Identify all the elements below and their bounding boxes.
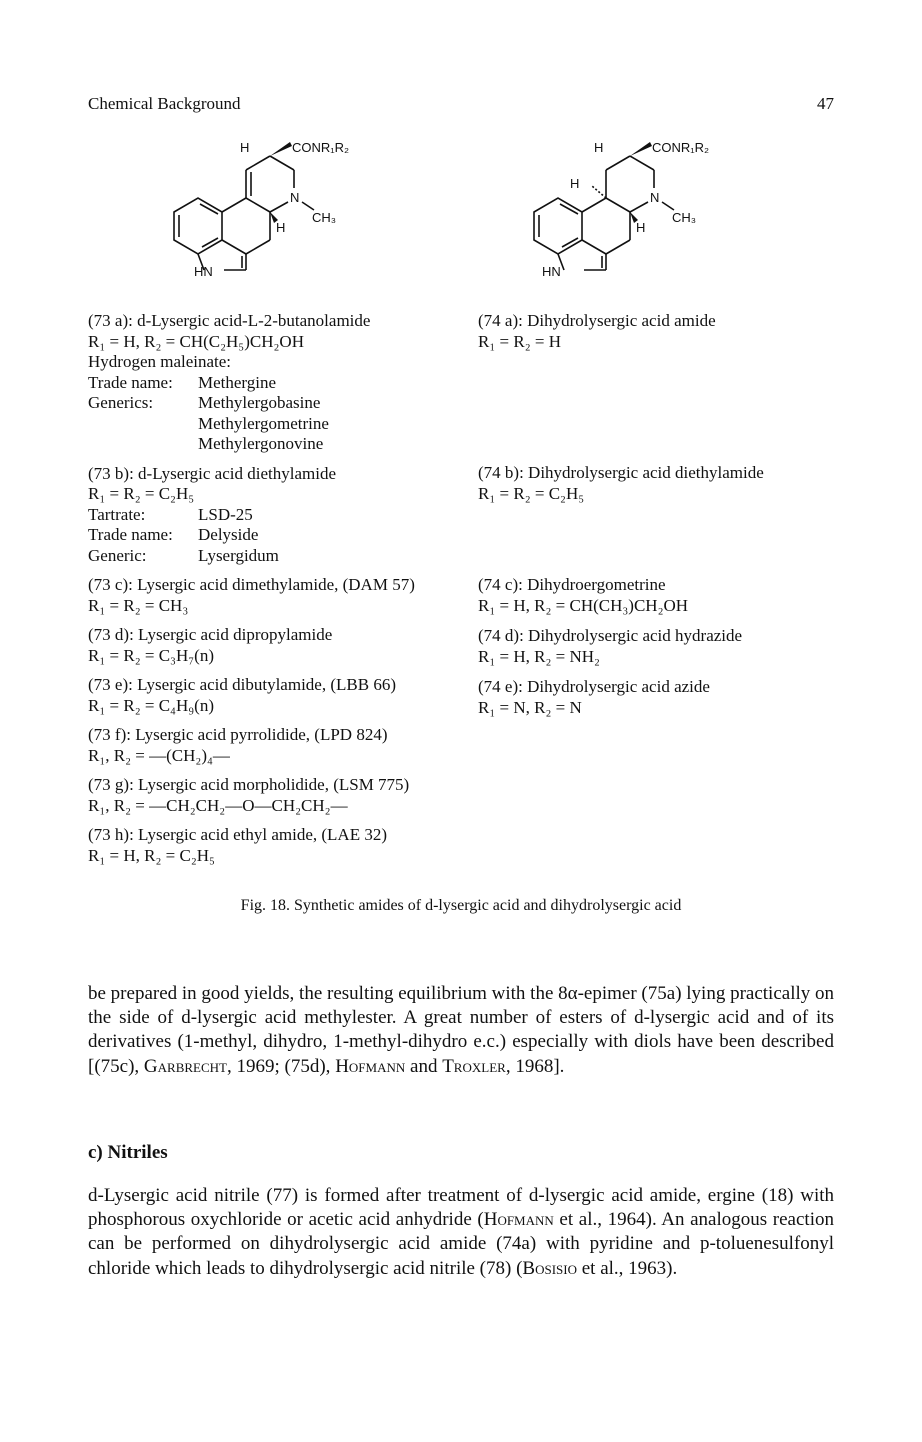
right-stereo-h: H — [594, 140, 604, 155]
right-substituent: CONR₁R₂ — [652, 140, 710, 155]
trade-name-value: Methergine — [198, 372, 277, 392]
paragraph-text: et al., 1964). An analogous reaction can be performed on dihydrolysergic acid amide (74a) with pyridine and p-toluenesulfonyl chloride which leads to dihydrolysergic acid nitrile (78) ( — [88, 1209, 834, 1279]
entry-r-line: R₁ = R₂ = C₃H₇(n) — [88, 645, 214, 665]
right-entry-b — [478, 463, 764, 504]
author-name: Hofmann — [483, 1209, 554, 1231]
author-name: Hofmann — [335, 1055, 406, 1077]
entry-label: (73 b): d-Lysergic acid diethylamide — [88, 463, 337, 483]
entry-label: (73 e): Lysergic acid dibutylamide, (LBB 66) — [88, 675, 396, 694]
page-number: 47 — [817, 94, 834, 113]
entry-label: (73 g): Lysergic acid morpholidide, (LSM 775) — [88, 775, 410, 794]
right-entry-d — [478, 626, 742, 667]
paragraph-text: be prepared in good yields, the resulting equilibrium with the 8α-epimer (75a) lying practically on the side of d-lysergic acid methylester. A great number of esters of d-lysergic acid and of its derivatives (1-methyl, dihydro, 1-methyl-dihydro e.c.) especially with diols have been described [(75c), — [88, 983, 835, 1077]
generic-value: Methylergonovine — [198, 434, 324, 453]
left-hn: HN — [194, 264, 213, 279]
left-stereo-h: H — [240, 140, 250, 155]
entry-label: (73 f): Lysergic acid pyrrolidide, (LPD 824) — [88, 725, 388, 744]
left-substituent: CONR₁R₂ — [292, 140, 350, 155]
author-name: Troxler — [442, 1055, 506, 1077]
author-name: Bosisio — [522, 1257, 577, 1279]
salt-value: LSD-25 — [198, 504, 253, 524]
entry-r-line: R₁ = R₂ = C₂H₅ — [478, 483, 585, 503]
paragraph-text: d-Lysergic acid nitrile (77) is formed after treatment of d-lysergic acid amide, ergine (18) with phosphorous oxychloride or acetic acid anhydride ( — [88, 1185, 834, 1231]
entry-r-line: R₁ = R₂ = CH₃ — [88, 595, 189, 615]
entry-label: (74 e): Dihydrolysergic acid azide — [478, 677, 710, 696]
author-name: Garbrecht — [143, 1055, 227, 1077]
generics-key: Generics: — [88, 393, 154, 412]
entry-r-line: R₁ = H, R₂ = CH(C₂H₅)CH₂OH — [88, 331, 304, 351]
right-hn: HN — [542, 264, 561, 279]
right-nitrogen: N — [650, 190, 660, 205]
structure-lysergic-amide — [162, 130, 382, 290]
left-h: H — [276, 220, 286, 235]
entry-label: (73 a): d-Lysergic acid-L-2-butanolamide — [88, 311, 371, 330]
structure-dihydrolysergic-amide-drawing — [522, 130, 742, 290]
body-paragraph-1 — [88, 982, 834, 1079]
right-h10: H — [570, 176, 580, 191]
generic-key: Generic: — [88, 545, 147, 565]
entry-73c — [88, 575, 415, 616]
entry-73h — [88, 825, 415, 866]
generic-value: Lysergidum — [198, 545, 279, 565]
salt-key: Tartrate: — [88, 504, 146, 524]
paragraph-text: and — [405, 1055, 443, 1077]
structure-lysergic-amide-drawing — [162, 130, 382, 290]
left-nitrogen: N — [290, 190, 300, 205]
paragraph-text: et al., 1963). — [577, 1257, 678, 1279]
entry-r-line: R₁, R₂ = —CH₂CH₂—O—CH₂CH₂— — [88, 795, 348, 815]
entry-73d — [88, 625, 415, 666]
entry-label: (73 c): Lysergic acid dimethylamide, (DAM 57) — [88, 575, 415, 594]
entry-r-line: R₁ = H, R₂ = NH₂ — [478, 646, 600, 666]
entry-label: (74 b): Dihydrolysergic acid diethylamide — [478, 463, 764, 482]
generic-value: Methylergobasine — [198, 393, 321, 412]
entry-r-line: R₁ = N, R₂ = N — [478, 697, 582, 717]
left-entry-list — [88, 311, 415, 866]
right-entry-e — [478, 677, 710, 718]
entry-salt: Hydrogen maleinate: — [88, 352, 232, 371]
entry-73e — [88, 675, 415, 716]
figure-caption: Fig. 18. Synthetic amides of d-lysergic acid and dihydrolysergic acid — [240, 897, 682, 914]
trade-name-key: Trade name: — [88, 525, 173, 544]
right-methyl: CH₃ — [672, 210, 697, 225]
entry-73a — [88, 311, 415, 455]
entry-r-line: R₁ = R₂ = C₂H₅ — [88, 484, 195, 503]
right-entry-c — [478, 575, 688, 616]
left-methyl: CH₃ — [312, 210, 337, 225]
entry-r-line: R₁ = R₂ = C₄H₉(n) — [88, 695, 214, 715]
generic-value: Methylergometrine — [198, 413, 329, 433]
body-paragraph-2 — [88, 1184, 834, 1281]
entry-label: (74 a): Dihydrolysergic acid amide — [478, 311, 716, 330]
entry-label: (73 h): Lysergic acid ethyl amide, (LAE 32) — [88, 825, 387, 844]
paragraph-text: , 1968]. — [505, 1055, 565, 1077]
paragraph-text: , 1969; (75d), — [227, 1055, 336, 1077]
entry-label: (74 d): Dihydrolysergic acid hydrazide — [478, 626, 743, 645]
entry-73b — [88, 464, 415, 567]
entry-73g — [88, 775, 415, 816]
entry-r-line: R₁ = R₂ = H — [478, 331, 561, 351]
section-heading: c) Nitriles — [88, 1142, 168, 1163]
entry-r-line: R₁, R₂ = —(CH₂)₄— — [88, 745, 230, 765]
entry-r-line: R₁ = H, R₂ = C₂H₅ — [88, 845, 215, 865]
entry-label: (73 d): Lysergic acid dipropylamide — [88, 625, 333, 644]
trade-name-key: Trade name: — [88, 372, 173, 392]
entry-r-line: R₁ = H, R₂ = CH(CH₃)CH₂OH — [478, 595, 689, 615]
entry-label: (74 c): Dihydroergometrine — [478, 575, 666, 594]
running-title: Chemical Background — [88, 94, 241, 113]
right-h: H — [636, 220, 646, 235]
right-entry-a — [478, 311, 716, 352]
trade-name-value: Delyside — [198, 525, 259, 544]
structure-dihydrolysergic-amide — [522, 130, 742, 290]
entry-73f — [88, 725, 415, 766]
